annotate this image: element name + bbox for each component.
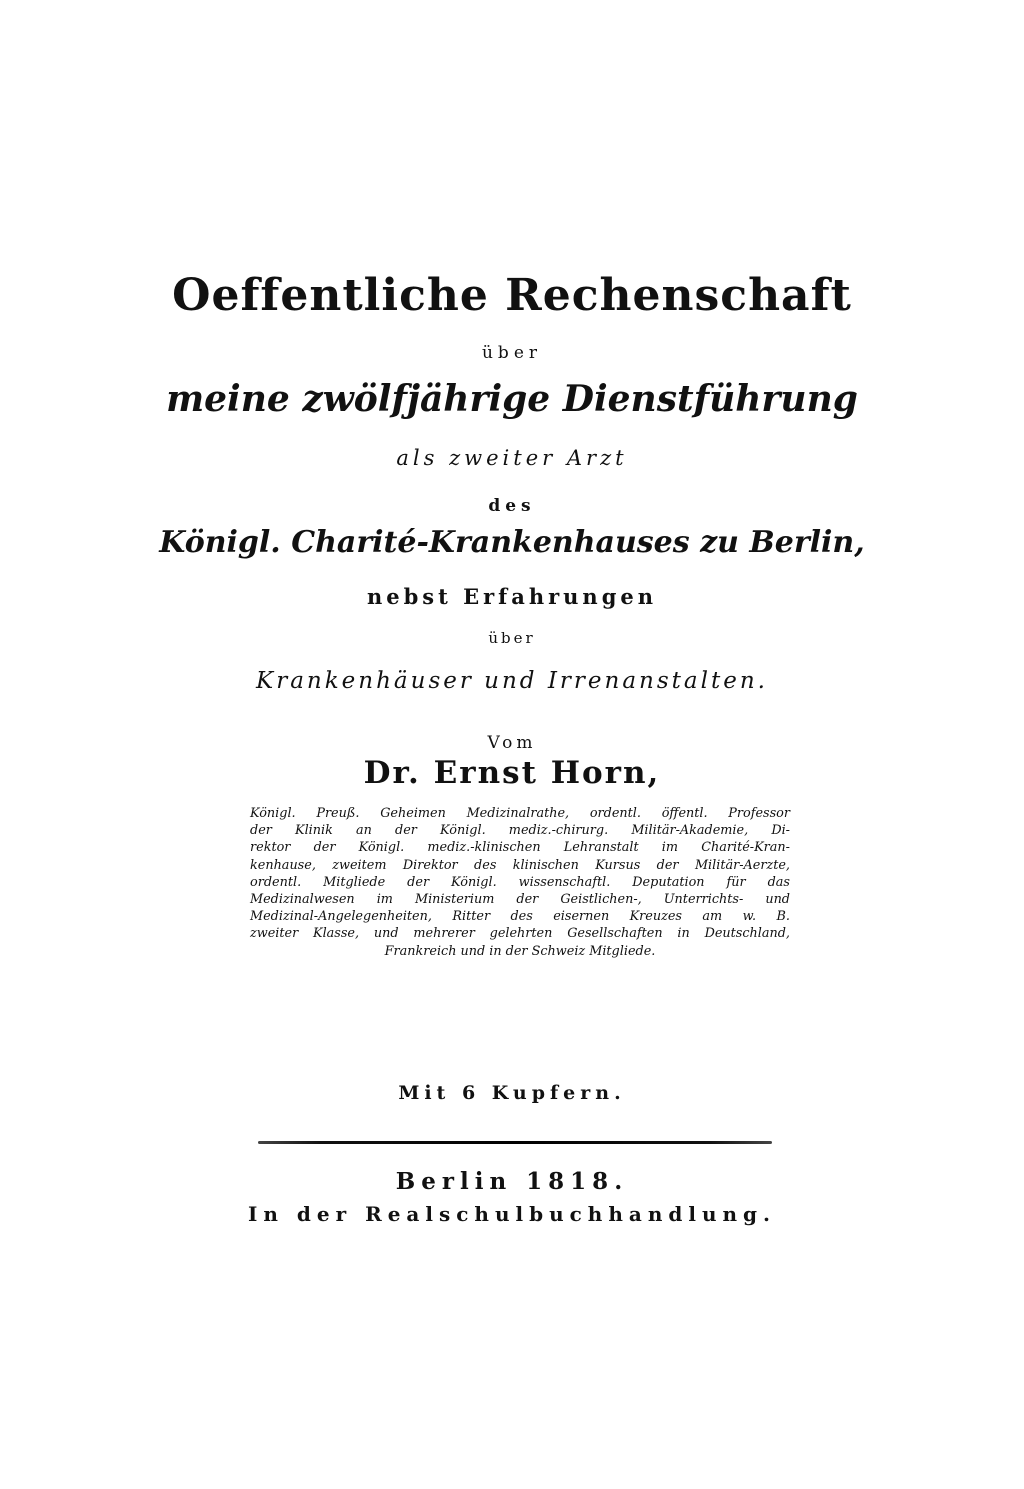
institution: Königl. Charité-Krankenhauses zu Berlin, xyxy=(159,525,865,560)
credential-line: rektor der Königl. mediz.-klinischen Lehranstalt im Charité-Kran- xyxy=(250,840,790,856)
credential-line: Medizinal-Angelegenheiten, Ritter des eisernen Kreuzes am w. B. xyxy=(250,909,790,925)
subtitle: meine zwölfjährige Dienstführung xyxy=(166,378,858,420)
decorative-rule xyxy=(258,1140,772,1145)
main-title: Oeffentliche Rechenschaft xyxy=(172,270,852,321)
place-year: Berlin 1818. xyxy=(395,1168,629,1195)
author-name: Dr. Ernst Horn, xyxy=(363,755,661,791)
credential-line: zweiter Klasse, und mehrerer gelehrten Gesellschaften in Deutschland, xyxy=(250,926,790,942)
credential-line: Frankreich und in der Schweiz Mitgliede. xyxy=(384,943,656,959)
topic-line: Krankenhäuser und Irrenanstalten. xyxy=(256,668,768,694)
connector-des: des xyxy=(488,496,536,516)
credential-line: ordentl. Mitgliede der Königl. wissenschaftl. Deputation für das xyxy=(250,874,790,890)
credential-line: Königl. Preuß. Geheimen Medizinalrathe, ordentl. öffentl. Professor xyxy=(250,806,790,821)
nebst-line: nebst Erfahrungen xyxy=(366,584,658,609)
role-line: als zweiter Arzt xyxy=(396,446,628,470)
connector-ueber-2: über xyxy=(488,629,536,647)
credential-line: Medizinalwesen im Ministerium der Geistlichen-, Unterrichts- und xyxy=(250,892,790,908)
rule-bar xyxy=(258,1141,772,1144)
credential-line: der Klinik an der Königl. mediz.-chirurg. Militär-Akademie, Di- xyxy=(250,823,790,839)
credential-line: kenhause, zweitem Direktor des klinischen Kursus der Militär-Aerzte, xyxy=(250,857,790,873)
by-line: Vom xyxy=(487,733,537,753)
plates-note: Mit 6 Kupfern. xyxy=(398,1082,626,1104)
publisher: In der Realschulbuchhandlung. xyxy=(248,1202,776,1226)
author-credentials xyxy=(250,805,790,960)
connector-ueber-1: über xyxy=(481,343,543,363)
